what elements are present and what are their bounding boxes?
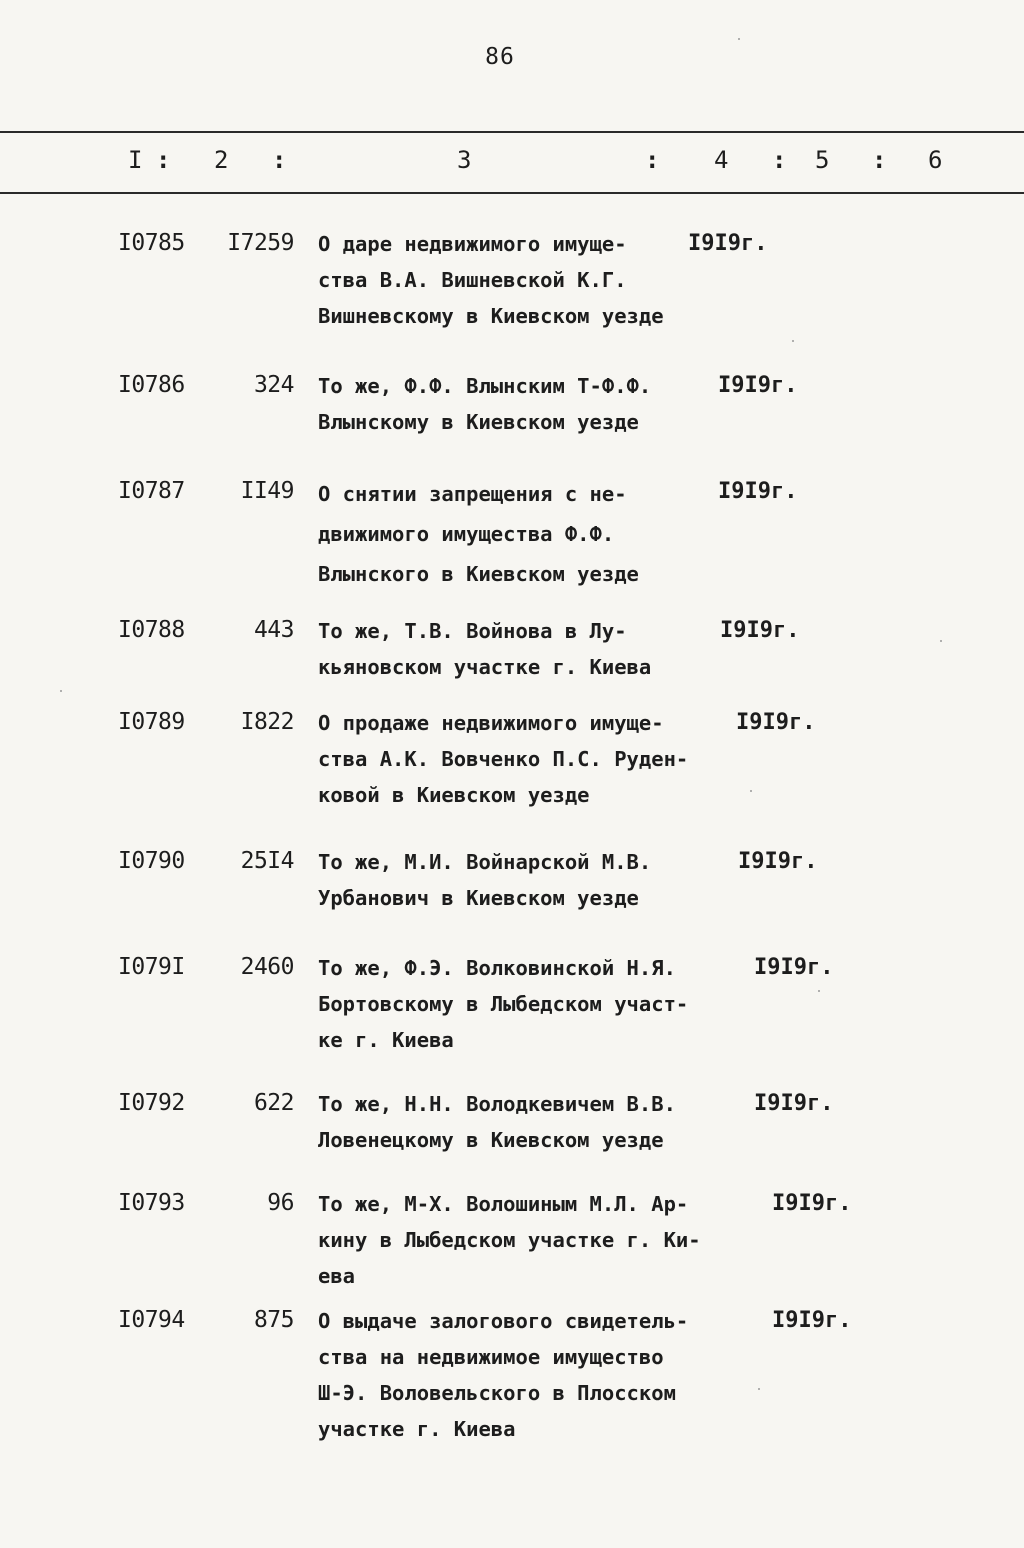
description-line: О даре недвижимого имуще- [318, 232, 627, 256]
scan-speck [750, 790, 752, 792]
record-description [318, 950, 738, 1058]
old-number: II49 [240, 478, 294, 504]
old-number: 622 [253, 1090, 294, 1116]
description-line: движимого имущества Ф.Ф. [318, 522, 615, 546]
record-description [318, 1086, 738, 1158]
old-number: 875 [253, 1307, 294, 1333]
description-line: То же, М-Х. Волошиным М.Л. Ар- [318, 1192, 689, 1216]
description-line: ева [318, 1264, 356, 1288]
description-line: ковой в Киевском уезде [318, 783, 590, 807]
description-line: То же, Ф.Э. Волковинской Н.Я. [318, 956, 676, 980]
scan-speck [60, 690, 62, 692]
description-line: О выдаче залогового свидетель- [318, 1309, 689, 1333]
inventory-number: I0787 [118, 478, 185, 504]
description-line: ства А.К. Вовченко П.С. Руден- [318, 747, 689, 771]
record-description [318, 1186, 738, 1294]
header-rule-bottom [0, 192, 1024, 194]
description-line: Бортовскому в Лыбедском участ- [318, 992, 689, 1016]
description-line: Влынского в Киевском уезде [318, 562, 639, 586]
col-header-3: 3 [457, 146, 472, 174]
col-separator: : [772, 146, 787, 174]
record-description [318, 1303, 738, 1447]
description-line: Ловенецкому в Киевском уезде [318, 1128, 664, 1152]
record-year: I9I9г. [688, 231, 768, 256]
description-line: кьяновском участке г. Киева [318, 655, 652, 679]
page-number: 86 [485, 44, 515, 70]
scan-speck [818, 990, 820, 992]
description-line: То же, Н.Н. Володкевичем В.В. [318, 1092, 676, 1116]
record-year: I9I9г. [738, 849, 818, 874]
description-line: То же, Т.В. Войнова в Лу- [318, 619, 627, 643]
scan-speck [940, 640, 942, 642]
description-line: О снятии запрещения с не- [318, 482, 627, 506]
old-number: 324 [253, 372, 294, 398]
inventory-number: I0786 [118, 372, 185, 398]
record-description [318, 705, 738, 813]
scan-speck [758, 1388, 760, 1390]
col-separator: : [156, 146, 171, 174]
inventory-number: I0790 [118, 848, 185, 874]
col-header-1: I [128, 146, 143, 174]
inventory-number: I0792 [118, 1090, 185, 1116]
description-line: кину в Лыбедском участке г. Ки- [318, 1228, 701, 1252]
col-header-2: 2 [214, 146, 229, 174]
old-number: 96 [267, 1190, 294, 1216]
description-line: Вишневскому в Киевском уезде [318, 304, 664, 328]
description-line: Влынскому в Киевском уезде [318, 410, 639, 434]
record-year: I9I9г. [754, 1091, 834, 1116]
description-line: ства В.А. Вишневской К.Г. [318, 268, 627, 292]
col-separator: : [272, 146, 287, 174]
record-year: I9I9г. [736, 710, 816, 735]
record-description [318, 368, 738, 440]
col-header-4: 4 [714, 146, 729, 174]
old-number: I822 [240, 709, 294, 735]
header-rule-top [0, 131, 1024, 133]
old-number: I7259 [227, 230, 294, 256]
scan-speck [792, 340, 794, 342]
record-description [318, 226, 738, 334]
description-line: О продаже недвижимого имуще- [318, 711, 664, 735]
inventory-number: I0793 [118, 1190, 185, 1216]
record-year: I9I9г. [720, 618, 800, 643]
inventory-number: I0789 [118, 709, 185, 735]
description-line: То же, Ф.Ф. Влынским Т-Ф.Ф. [318, 374, 652, 398]
record-description [318, 474, 738, 594]
record-year: I9I9г. [754, 955, 834, 980]
description-line: участке г. Киева [318, 1417, 516, 1441]
col-header-6: 6 [928, 146, 943, 174]
description-line: ства на недвижимое имущество [318, 1345, 664, 1369]
record-year: I9I9г. [772, 1191, 852, 1216]
inventory-number: I0788 [118, 617, 185, 643]
record-year: I9I9г. [718, 373, 798, 398]
description-line: Урбанович в Киевском уезде [318, 886, 639, 910]
description-line: То же, М.И. Войнарской М.В. [318, 850, 652, 874]
col-separator: : [872, 146, 887, 174]
old-number: 443 [253, 617, 294, 643]
col-separator: : [645, 146, 660, 174]
description-line: ке г. Киева [318, 1028, 454, 1052]
scan-speck [738, 38, 740, 40]
inventory-number: I079I [118, 954, 185, 980]
inventory-number: I0785 [118, 230, 185, 256]
record-description [318, 613, 738, 685]
col-header-5: 5 [815, 146, 830, 174]
record-description [318, 844, 738, 916]
record-year: I9I9г. [772, 1308, 852, 1333]
old-number: 2460 [240, 954, 294, 980]
record-year: I9I9г. [718, 479, 798, 504]
old-number: 25I4 [240, 848, 294, 874]
description-line: Ш-Э. Воловельского в Плосском [318, 1381, 676, 1405]
inventory-number: I0794 [118, 1307, 185, 1333]
